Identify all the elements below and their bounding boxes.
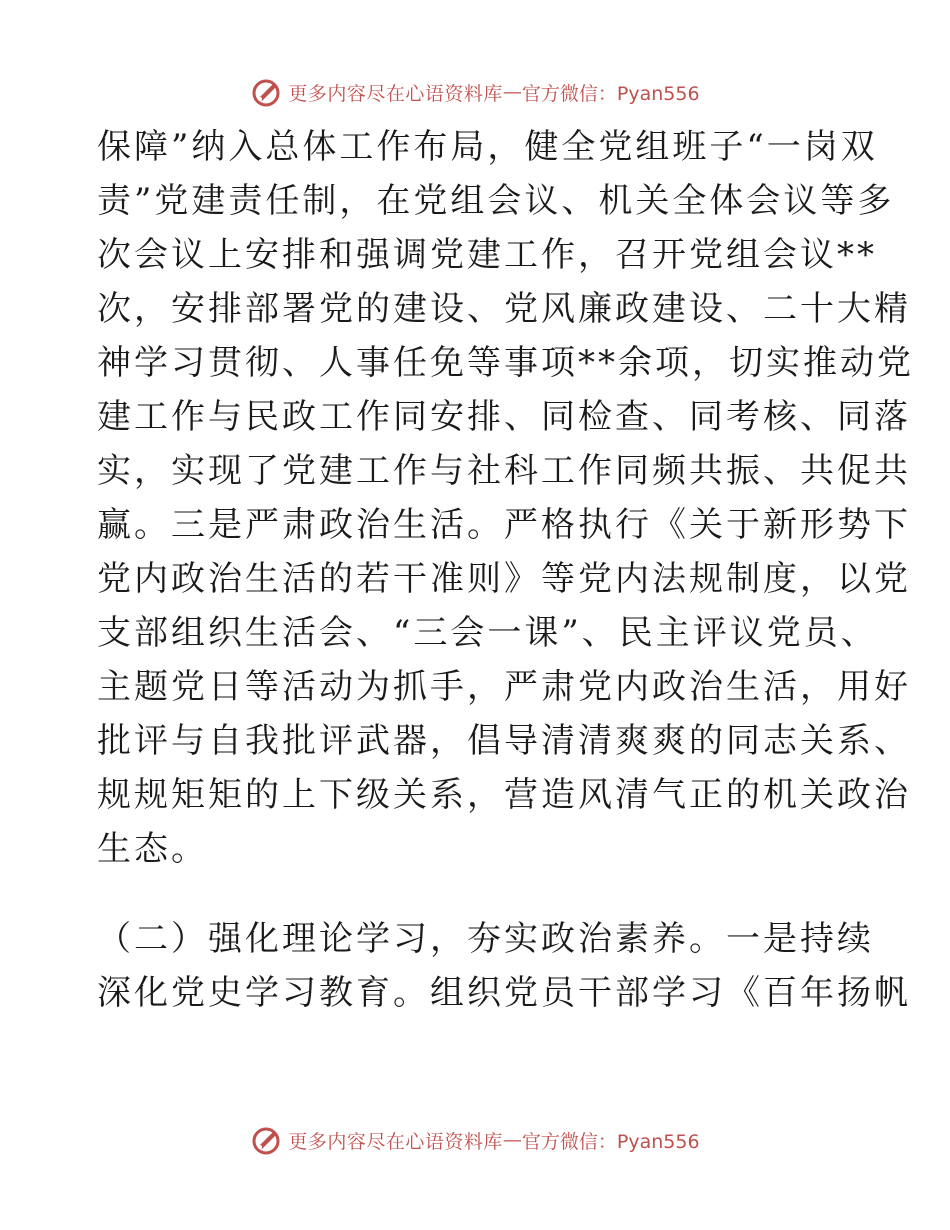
text-line: 次，安排部署党的建设、党风廉政建设、二十大精 [97,289,911,329]
text-line: 次会议上安排和强调党建工作，召开党组会议** [97,235,877,275]
banner-separator: — [502,81,522,103]
text-line: 实，实现了党建工作与社科工作同频共振、共促共 [97,451,911,491]
text-line: 批评与自我批评武器，倡导清清爽爽的同志关系、 [97,721,911,761]
text-line: 规规矩矩的上下级关系，营造风清气正的机关政治 [97,775,911,815]
logo-icon [250,76,282,108]
header-banner [0,72,950,112]
document-body [97,120,914,1020]
text-line: 主题党日等活动为抓手，严肃党内政治生活，用好 [97,667,911,707]
paragraph-gap [97,876,853,912]
footer-banner [0,1120,950,1160]
text-line: 神学习贯彻、人事任免等事项**余项，切实推动党 [97,343,914,383]
text-line: 赢。三是严肃政治生活。严格执行《关于新形势下 [97,505,911,545]
banner-wechat: 官方微信：Pyan556 [521,82,700,105]
text-line: 深化党史学习教育。组织党员干部学习《百年扬帆 [97,973,911,1013]
banner-title: 更多内容尽在心语资料库 [288,1130,503,1153]
paragraph-2 [97,912,911,1020]
text-line: 支部组织生活会、“三会一课”、民主评议党员、 [97,613,878,653]
banner-title: 更多内容尽在心语资料库 [288,82,503,105]
text-line: 生态。 [97,829,208,869]
text-line: 建工作与民政工作同安排、同检查、同考核、同落 [97,397,911,437]
paragraph-1 [97,120,914,876]
text-line: （二）强化理论学习，夯实政治素养。一是持续 [97,919,874,959]
banner-wechat: 官方微信：Pyan556 [521,1130,700,1153]
text-line: 党内政治生活的若干准则》等党内法规制度，以党 [97,559,911,599]
logo-icon [250,1124,282,1156]
text-line: 保障”纳入总体工作布局，健全党组班子“一岗双 [97,127,878,167]
text-line: 责”党建责任制，在党组会议、机关全体会议等多 [97,181,895,221]
banner-separator: — [502,1129,522,1151]
